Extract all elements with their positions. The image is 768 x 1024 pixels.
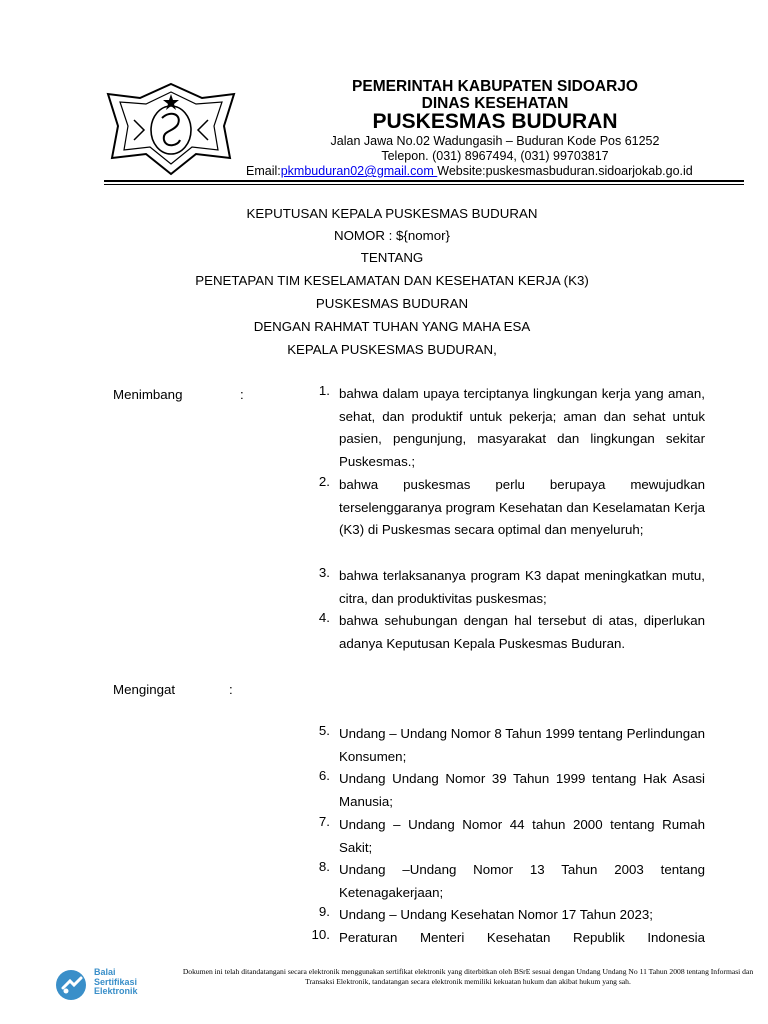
remembering-colon: : xyxy=(229,682,233,697)
remembering-label: Mengingat xyxy=(113,682,176,697)
decree-grace: DENGAN RAHMAT TUHAN YANG MAHA ESA xyxy=(253,319,531,334)
remembering-item-number: 7. xyxy=(318,814,330,829)
remembering-item-number: 9. xyxy=(318,904,330,919)
email-label: Email: xyxy=(246,164,281,178)
letterhead-divider-thick xyxy=(104,180,744,182)
considering-item-number: 2. xyxy=(318,474,330,489)
remembering-item-text: Undang – Undang Nomor 8 Tahun 1999 tentang Perlindungan Konsumen; xyxy=(339,726,705,764)
remembering-item-number: 10. xyxy=(311,927,330,942)
remembering-item-text: Undang – Undang Kesehatan Nomor 17 Tahun 2023; xyxy=(339,907,653,922)
electronic-signature-note: Dokumen ini telah ditandatangani secara elektronik menggunakan sertifikat elektronik yang diterbitkan oleh BSrE sesuai dengan Undang Undang No 11 Tahun 2008 tentang Informasi dan Transaksi Elektronik, tandatangan secara elektronik memiliki kekuatan hukum dan akibat hukum yang sah. xyxy=(182,967,754,986)
decree-number: NOMOR : ${nomor} xyxy=(333,228,451,243)
address-line: Jalan Jawa No.02 Wadungasih – Buduran Kode Pos 61252 xyxy=(330,134,660,148)
considering-item-number: 1. xyxy=(318,383,330,398)
website-text: Website:puskesmasbuduran.sidoarjokab.go.id xyxy=(437,164,693,178)
remembering-item-number: 5. xyxy=(318,723,330,738)
department-name: DINAS KESEHATAN xyxy=(421,95,569,112)
considering-item-text: bahwa sehubungan dengan hal tersebut di atas, diperlukan adanya Keputusan Kepala Puskesmas Buduran. xyxy=(339,613,705,651)
considering-item-text: bahwa puskesmas perlu berupaya mewujudkan terselenggaranya program Kesehatan dan Keselamatan Kerja (K3) di Puskesmas secara optimal dan menyeluruh; xyxy=(339,477,705,538)
decree-head: KEPALA PUSKESMAS BUDURAN, xyxy=(287,342,497,357)
remembering-item-text: Undang Undang Nomor 39 Tahun 1999 tentang Hak Asasi Manusia; xyxy=(339,771,705,809)
decree-about: TENTANG xyxy=(360,250,424,265)
institution-name: PUSKESMAS BUDURAN xyxy=(372,110,618,133)
remembering-item-number: 6. xyxy=(318,768,330,783)
decree-subject-2: PUSKESMAS BUDURAN xyxy=(315,296,469,311)
email-link[interactable]: pkmbuduran02@gmail.com xyxy=(280,164,438,178)
remembering-item-number: 8. xyxy=(318,859,330,874)
contact-line xyxy=(246,164,768,178)
decree-title: KEPUTUSAN KEPALA PUSKESMAS BUDURAN xyxy=(246,206,538,221)
considering-item-text: bahwa terlaksananya program K3 dapat meningkatkan mutu, citra, dan produktivitas puskesmas; xyxy=(339,568,705,606)
bsre-line-2: Sertifikasi xyxy=(94,976,138,987)
considering-colon: : xyxy=(240,387,244,402)
considering-item-number: 3. xyxy=(318,565,330,580)
remembering-item-text: Peraturan Menteri Kesehatan Republik Indonesia xyxy=(339,930,705,945)
remembering-item-text: Undang –Undang Nomor 13 Tahun 2003 tentang Ketenagakerjaan; xyxy=(339,862,705,900)
regency-emblem-logo xyxy=(104,80,238,178)
bsre-line-1: Balai xyxy=(94,967,116,977)
letterhead-divider-thin xyxy=(104,184,744,185)
considering-item-text: bahwa dalam upaya terciptanya lingkungan kerja yang aman, sehat, dan produktif untuk pekerja; aman dan sehat untuk pasien, pengunjung, masyarakat dan lingkungan sekitar Puskesmas.; xyxy=(339,386,705,470)
remembering-item-text: Undang – Undang Nomor 44 tahun 2000 tentang Rumah Sakit; xyxy=(339,817,705,855)
bsre-logo-icon xyxy=(54,968,90,1002)
considering-label: Menimbang xyxy=(113,387,183,402)
considering-item-number: 4. xyxy=(318,610,330,625)
bsre-wordmark xyxy=(94,968,138,997)
government-name: PEMERINTAH KABUPATEN SIDOARJO xyxy=(352,78,638,95)
decree-subject-1: PENETAPAN TIM KESELAMATAN DAN KESEHATAN KERJA (K3) xyxy=(195,273,589,288)
bsre-line-3: Elektronik xyxy=(94,986,138,996)
phone-line: Telepon. (031) 8967494, (031) 99703817 xyxy=(381,149,609,163)
